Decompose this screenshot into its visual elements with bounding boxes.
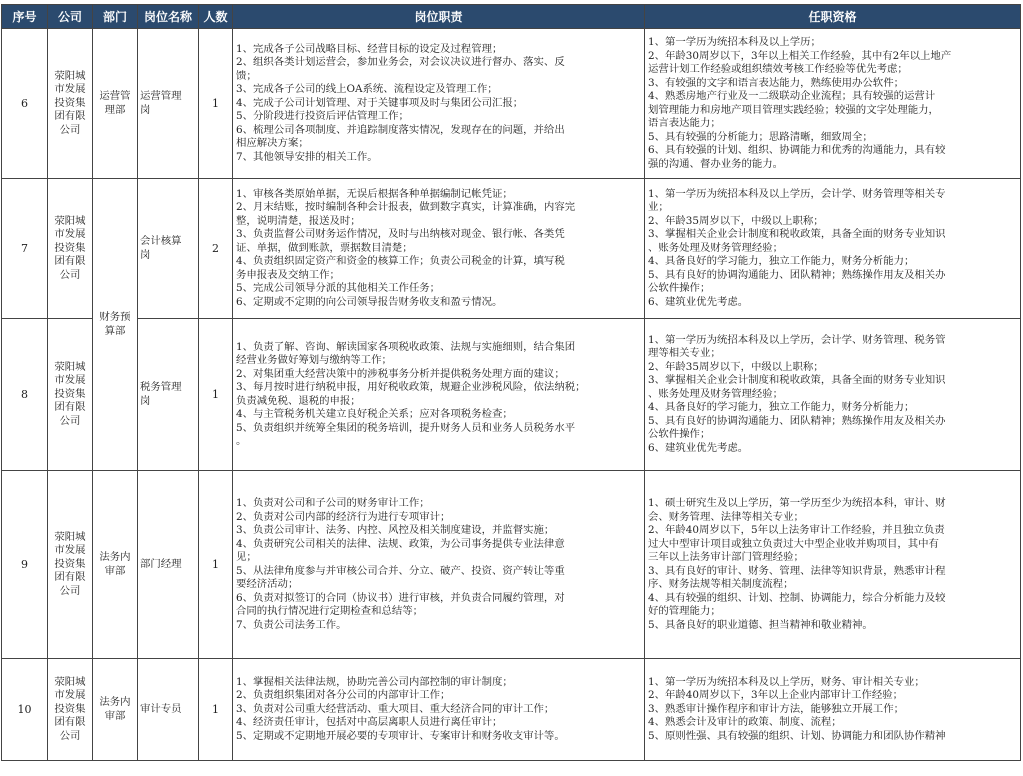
department-cell: [93, 179, 138, 471]
text-line: 1、审核各类原始单据，无误后根据各种单据编制记帐凭证；: [236, 187, 513, 200]
text-line: 1、负责了解、咨询、解读国家各项税收政策、法规与实施细则，结合集团: [236, 340, 576, 353]
text-line: 荥阳城: [54, 214, 86, 227]
text-line: 团有限: [54, 110, 86, 123]
text-line: 1、掌握相关法律法规，协助完善公司内部控制的审计制度；: [236, 675, 513, 688]
table-row: [2, 319, 1021, 471]
text-line: 4、与主管税务机关建立良好税企关系；应对各项税务检查；: [236, 408, 513, 420]
table-row: [2, 471, 1021, 659]
text-line: 4、负责组织固定资产和资金的核算工作；负责公司税金的计算，填写税: [236, 255, 565, 268]
text-line: 4、具备良好的学习能力，独立工作能力，财务分析能力；: [648, 255, 915, 268]
text-line: 法务内: [99, 696, 131, 708]
text-line: 7、负责公司法务工作。: [236, 618, 347, 631]
text-line: 5、具有良好的协调沟通能力、团队精神；熟练操作用友及相关办: [648, 414, 946, 427]
text-line: 公司: [59, 268, 81, 281]
text-line: 合同的执行情况进行定期检查和总结等；: [236, 605, 424, 617]
headcount-cell: 1: [199, 471, 233, 659]
recruitment-table: [1, 4, 1021, 761]
text-line: 要经济活动；: [236, 578, 299, 590]
text-line: 市发展: [54, 374, 86, 387]
serial-cell: 8: [2, 319, 48, 471]
text-line: 投资集: [54, 96, 86, 109]
text-line: 好的管理能力；: [648, 605, 721, 617]
text-line: 3、具有良好的审计、财务、管理、法律等知识背景，熟悉审计程: [648, 564, 946, 577]
header-qualifications: 任职资格: [645, 5, 1021, 29]
company-cell: [48, 659, 93, 761]
text-line: 2、年龄30周岁以下，3年以上相关工作经验，其中有2年以上地产: [648, 49, 952, 62]
header-serial: 序号: [2, 5, 48, 29]
serial-cell: 9: [2, 471, 48, 659]
text-line: 岗: [140, 248, 151, 261]
header-duties: 岗位职责: [233, 5, 645, 29]
text-line: 理部: [104, 103, 126, 116]
text-line: 2、年龄40周岁以下，5年以上法务审计工作经验，并且独立负责: [648, 524, 945, 536]
headcount-cell: 2: [199, 179, 233, 319]
text-line: 序、财务法规等相关制度流程；: [648, 578, 794, 590]
header-department: 部门: [93, 5, 138, 29]
text-line: 2、负责组织集团对各分公司的内部审计工作；: [236, 689, 451, 702]
text-line: 投资集: [54, 702, 86, 715]
text-line: 6、建筑业优先考虑。: [648, 295, 749, 308]
department-cell: [93, 471, 138, 659]
text-line: 5、分阶段进行投资后评估管理工作；: [236, 110, 409, 123]
text-line: 运营管理: [140, 90, 182, 102]
company-cell: [48, 179, 93, 319]
text-line: 3、完成各子公司的线上OA系统、流程设定及管理工作；: [236, 83, 498, 96]
text-line: 2、组织各类计划运营会，参加业务会，对会议决议进行督办、落实、反: [236, 56, 565, 69]
department-cell: [93, 29, 138, 179]
text-line: 6、具有较强的计划、组织、协调能力和优秀的沟通能力，具有较: [648, 144, 946, 156]
qualifications-cell: [645, 659, 1021, 761]
text-line: 5、具有良好的协调沟通能力、团队精神；熟练操作用友及相关办: [648, 268, 946, 281]
text-line: 语言表达能力；: [648, 117, 721, 129]
text-line: 2、年龄35周岁以下，中级以上职称；: [648, 214, 824, 227]
text-line: 荥阳城: [54, 675, 86, 688]
duties-cell: [233, 29, 645, 179]
text-line: 5、定期或不定期地开展必要的专项审计、专案审计和财务收支审计等。: [236, 729, 565, 742]
header-position: 岗位名称: [138, 5, 199, 29]
text-line: 、账务处理及财务管理经验；: [648, 387, 784, 400]
position-cell: [138, 29, 199, 179]
qualifications-cell: [645, 29, 1021, 179]
text-line: 税务管理: [140, 381, 182, 393]
text-line: 4、完成子公司计划管理、对于关键事项及时与集团公司汇报；: [236, 96, 524, 109]
text-line: 5、完成公司领导分派的其他相关工作任务；: [236, 282, 441, 295]
text-line: 务申报表及交纳工作；: [236, 268, 340, 281]
header-row: [2, 5, 1021, 29]
text-line: 公司: [59, 729, 81, 742]
department-cell: [93, 659, 138, 761]
duties-cell: [233, 179, 645, 319]
text-line: 运营管: [99, 90, 131, 102]
text-line: 5、负责组织并统筹全集团的税务培训，提升财务人员和业务人员税务水平: [236, 421, 576, 434]
text-line: 1、完成各子公司战略目标、经营目标的设定及过程管理；: [236, 42, 503, 55]
serial-cell: 7: [2, 179, 48, 319]
text-line: 投资集: [54, 387, 86, 400]
text-line: 3、掌握相关企业会计制度和税收政策，具备全面的财务专业知识: [648, 374, 946, 387]
text-line: 团有限: [54, 716, 86, 729]
text-line: 6、负责对拟签订的合同（协议书）进行审核，并负责合同履约管理，对: [236, 591, 565, 604]
table-row: [2, 29, 1021, 179]
text-line: 法务内: [99, 551, 131, 563]
company-cell: [48, 471, 93, 659]
table-row: [2, 179, 1021, 319]
text-line: 审计专员: [140, 702, 182, 715]
table-row: [2, 659, 1021, 761]
text-line: 荥阳城: [54, 530, 86, 543]
text-line: 2、年龄35周岁以下，中级以上职称；: [648, 360, 824, 373]
text-line: 公软件操作；: [648, 428, 711, 441]
company-cell: [48, 319, 93, 471]
text-line: 证、单据，做到账款，票据数目清楚；: [236, 241, 413, 254]
text-line: 1、第一学历为统招本科及以上学历，会计学、财务管理、税务管: [648, 333, 946, 346]
headcount-cell: 1: [199, 659, 233, 761]
position-cell: [138, 319, 199, 471]
text-line: 1、负责对公司和子公司的财务审计工作；: [236, 497, 430, 509]
position-cell: [138, 471, 199, 659]
text-line: 市发展: [54, 689, 86, 702]
text-line: 3、负责公司审计、法务、内控、风控及相关制度建设，并监督实施；: [236, 524, 555, 536]
text-line: 3、有较强的文字和语言表达能力，熟练使用办公软件；: [648, 76, 904, 89]
company-cell: [48, 29, 93, 179]
text-line: 强的沟通、督办业务的能力。: [648, 157, 784, 170]
text-line: 5、具备良好的职业道德、担当精神和敬业精神。: [648, 618, 873, 631]
serial-cell: 6: [2, 29, 48, 179]
text-line: 6、定期或不定期的向公司领导报告财务收支和盈亏情况。: [236, 295, 503, 308]
text-line: 市发展: [54, 228, 86, 241]
text-line: 过大中型审计项目或独立负责过大中型企业收并购项目，其中有: [648, 537, 939, 550]
text-line: 会计核算: [140, 235, 182, 247]
text-line: 运营计划工作经验或组织绩效考核工作经验等优先考虑；: [648, 63, 908, 75]
text-line: 6、建筑业优先考虑。: [648, 441, 749, 454]
text-line: 公软件操作；: [648, 282, 711, 295]
headcount-cell: 1: [199, 29, 233, 179]
text-line: 3、每月按时进行纳税申报，用好税收政策，规避企业涉税风险，依法纳税；: [236, 381, 586, 393]
text-line: 见；: [236, 551, 257, 563]
text-line: 会、财务管理、法律等相关专业；: [648, 510, 804, 523]
position-cell: [138, 659, 199, 761]
text-line: 负责减免税、退税的申报；: [236, 394, 361, 407]
text-line: 划管理能力和房地产项目管理实践经验；较强的文字处理能力，: [648, 103, 939, 116]
text-line: 市发展: [54, 544, 86, 557]
text-line: 5、从法律角度参与并审核公司合并、分立、破产、投资、资产转让等重: [236, 564, 565, 577]
text-line: 5、原则性强、具有较强的组织、计划、协调能力和团队协作精神: [648, 729, 946, 742]
text-line: 。: [236, 435, 247, 447]
text-line: 算部: [104, 324, 126, 337]
text-line: 1、第一学历为统招本科及以上学历；: [648, 36, 821, 48]
text-line: 投资集: [54, 241, 86, 254]
text-line: 4、具有较强的组织、计划、控制、协调能力，综合分析能力及较: [648, 591, 946, 604]
text-line: 团有限: [54, 571, 86, 584]
text-line: 岗: [140, 103, 151, 116]
text-line: 3、负责对公司重大经营活动、重大项目、重大经济合同的审计工作；: [236, 702, 555, 715]
text-line: 荥阳城: [54, 69, 86, 82]
text-line: 6、梳理公司各项制度、并追踪制度落实情况，发现存在的问题，并给出: [236, 123, 565, 136]
text-line: 4、熟悉房地产行业及一二级联动企业流程；具有较强的运营计: [648, 90, 936, 102]
text-line: 4、具备良好的学习能力，独立工作能力，财务分析能力；: [648, 401, 915, 414]
qualifications-cell: [645, 319, 1021, 471]
duties-cell: [233, 471, 645, 659]
duties-cell: [233, 319, 645, 471]
serial-cell: 10: [2, 659, 48, 761]
text-line: 岗: [140, 394, 151, 407]
text-line: 馈；: [236, 69, 257, 82]
header-headcount: 人数: [199, 5, 233, 29]
text-line: 1、第一学历为统招本科及以上学历，财务、审计相关专业；: [648, 675, 925, 688]
text-line: 经营业务做好筹划与缴纳等工作；: [236, 354, 392, 366]
text-line: 公司: [59, 414, 81, 427]
text-line: 审部: [104, 564, 126, 577]
text-line: 2、年龄40周岁以下，3年以上企业内部审计工作经验；: [648, 689, 904, 702]
text-line: 财务预: [99, 311, 131, 323]
text-line: 相应解决方案；: [236, 137, 309, 150]
header-company: 公司: [48, 5, 93, 29]
text-line: 荥阳城: [54, 360, 86, 373]
text-line: 4、经济责任审计，包括对中高层离职人员进行离任审计；: [236, 716, 503, 729]
text-line: 审部: [104, 709, 126, 722]
position-cell: [138, 179, 199, 319]
text-line: 市发展: [54, 83, 86, 96]
text-line: 团有限: [54, 401, 86, 414]
text-line: 三年以上法务审计部门管理经验；: [648, 551, 804, 563]
headcount-cell: 1: [199, 319, 233, 471]
text-line: 5、具有较强的分析能力；思路清晰，细致周全；: [648, 130, 873, 143]
text-line: 公司: [59, 123, 81, 136]
text-line: 理等相关专业；: [648, 347, 721, 360]
text-line: 公司: [59, 584, 81, 597]
text-line: 3、熟悉审计操作程序和审计方法，能够独立开展工作；: [648, 702, 904, 715]
text-line: 团有限: [54, 255, 86, 268]
text-line: 2、月末结账，按时编制各种会计报表，做到数字真实，计算准确，内容完: [236, 201, 576, 214]
duties-cell: [233, 659, 645, 761]
text-line: 7、其他领导安排的相关工作。: [236, 150, 378, 163]
text-line: 4、熟悉会计及审计的政策、制度、流程；: [648, 716, 842, 729]
text-line: 3、掌握相关企业会计制度和税收政策，具备全面的财务专业知识: [648, 228, 946, 241]
text-line: 、账务处理及财务管理经验；: [648, 241, 784, 254]
text-line: 2、负责对公司内部的经济行为进行专项审计；: [236, 510, 451, 523]
text-line: 1、第一学历为统招本科及以上学历，会计学、财务管理等相关专: [648, 187, 946, 200]
text-line: 4、负责研究公司相关的法律、法规、政策，为公司事务提供专业法律意: [236, 537, 565, 550]
text-line: 3、负责监督公司财务运作情况，及时与出纳核对现金、银行帐、各类凭: [236, 228, 565, 241]
qualifications-cell: [645, 471, 1021, 659]
text-line: 部门经理: [140, 557, 182, 570]
text-line: 业；: [648, 201, 669, 214]
text-line: 整，说明清楚，报送及时；: [236, 214, 361, 227]
text-line: 2、对集团重大经营决策中的涉税事务分析并提供税务处理方面的建议；: [236, 367, 565, 380]
qualifications-cell: [645, 179, 1021, 319]
text-line: 1、硕士研究生及以上学历，第一学历至少为统招本科，审计、财: [648, 497, 946, 509]
text-line: 投资集: [54, 557, 86, 570]
